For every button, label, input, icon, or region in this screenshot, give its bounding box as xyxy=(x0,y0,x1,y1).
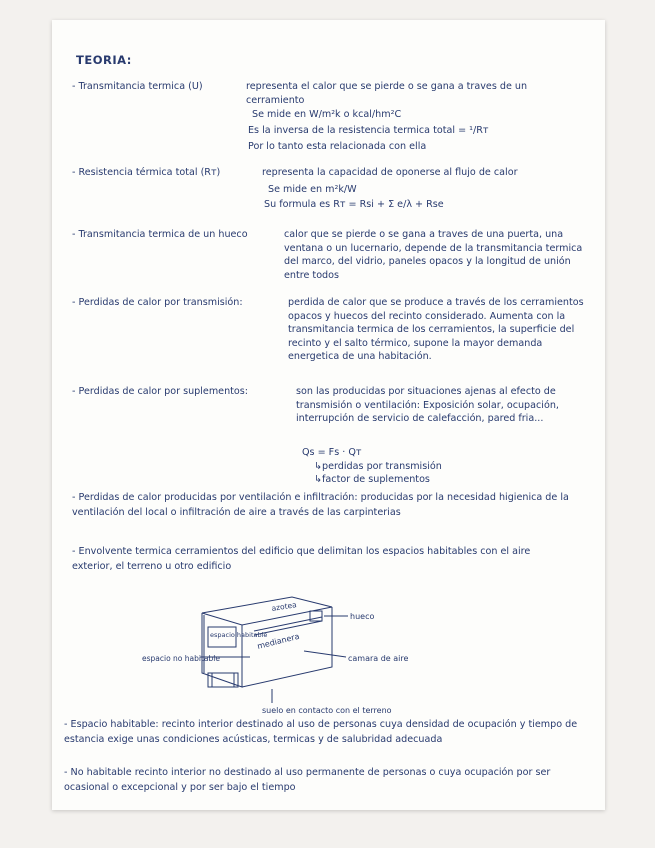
resistencia-line-1: Se mide en m²k/W xyxy=(268,184,357,195)
term-transmitancia: - Transmitancia termica (U) xyxy=(72,81,203,92)
envolvente-termica xyxy=(72,544,572,574)
suplementos-note-2: ↳factor de suplementos xyxy=(314,474,430,485)
def-perdidas-suplementos: son las producidas por situaciones ajenas al efecto de transmisión o ventilación: Exposición solar, ocupación, interrupción de servicio de calefacción, pared fria... xyxy=(296,386,559,424)
label-hueco: hueco xyxy=(350,612,375,621)
label-suelo: suelo en contacto con el terreno xyxy=(262,706,392,715)
def-hueco: calor que se pierde o se gana a traves de una puerta, una ventana o un lucernario, depende de la transmitancia termica del marco, del vidrio, paneles opacos y la longitud de unión entre todos xyxy=(284,229,583,281)
envolvente-diagram xyxy=(142,585,472,715)
term-hueco: - Transmitancia termica de un hueco xyxy=(72,229,248,240)
suplementos-formula: Qs = Fs · Qᴛ xyxy=(302,447,362,458)
term-no-habitable: - No habitable xyxy=(64,767,132,778)
def-transmitancia: representa el calor que se pierde o se gana a traves de un cerramiento xyxy=(246,81,528,106)
transmitancia-line-3: Por lo tanto esta relacionada con ella xyxy=(248,141,427,152)
term-perdidas-transmision: - Perdidas de calor por transmisión: xyxy=(72,297,243,308)
def-espacio-habitable: recinto interior destinado al uso de personas cuya densidad de ocupación y tiempo de estancia exige unas condiciones acústicas, termicas y de salubridad adecuada xyxy=(64,719,578,745)
page-title: TEORIA: xyxy=(76,53,132,67)
arrow-camara xyxy=(304,651,346,657)
label-espacio-habitable: espacio habitable xyxy=(210,631,268,639)
term-perdidas-suplementos: - Perdidas de calor por suplementos: xyxy=(72,386,249,397)
transmitancia-line-2: Es la inversa de la resistencia termica total = ¹/Rᴛ xyxy=(248,125,489,136)
perdidas-ventilacion xyxy=(72,490,592,520)
label-medianera: medianera xyxy=(256,631,301,651)
suplementos-note-1: ↳perdidas por transmisión xyxy=(314,461,442,472)
term-espacio-habitable: - Espacio habitable: xyxy=(64,719,159,730)
term-perdidas-ventilacion: - Perdidas de calor producidas por ventilación e infiltración: xyxy=(72,492,358,503)
def-no-habitable: recinto interior no destinado al uso permanente de personas o cuya ocupación por ser ocasional o excepcional y por ser bajo el tiempo xyxy=(64,767,551,793)
notebook-page xyxy=(52,20,605,810)
espacio-habitable xyxy=(64,717,590,747)
resistencia-line-2: Su formula es Rᴛ = Rsi + Σ e/λ + Rse xyxy=(264,199,444,210)
transmitancia-line-1: Se mide en W/m²k o kcal/hm²C xyxy=(252,109,402,120)
label-espacio-no-habitable: espacio no habitable xyxy=(142,654,220,663)
diagram-side-face xyxy=(242,607,332,687)
def-resistencia: representa la capacidad de oponerse al flujo de calor xyxy=(262,167,518,178)
def-envolvente: cerramientos del edificio que delimitan los espacios habitables con el aire exterior, el terreno u otro edificio xyxy=(72,546,531,572)
def-perdidas-transmision: perdida de calor que se produce a través de los cerramientos opacos y huecos del recinto considerado. Aumenta con la transmitancia termica de los cerramientos, la superficie del recinto y el salto térmico, supone la mayor demanda energetica de una habitación. xyxy=(288,297,584,362)
no-habitable xyxy=(64,765,590,795)
term-envolvente: - Envolvente termica xyxy=(72,546,172,557)
label-camara-aire: camara de aire xyxy=(348,654,409,663)
label-azotea: azotea xyxy=(270,600,298,613)
def-perdidas-ventilacion: producidas por la necesidad higienica de la ventilación del local o infiltración de aire a través de las carpinterias xyxy=(72,492,569,518)
term-resistencia: - Resistencia térmica total (Rᴛ) xyxy=(72,167,221,178)
